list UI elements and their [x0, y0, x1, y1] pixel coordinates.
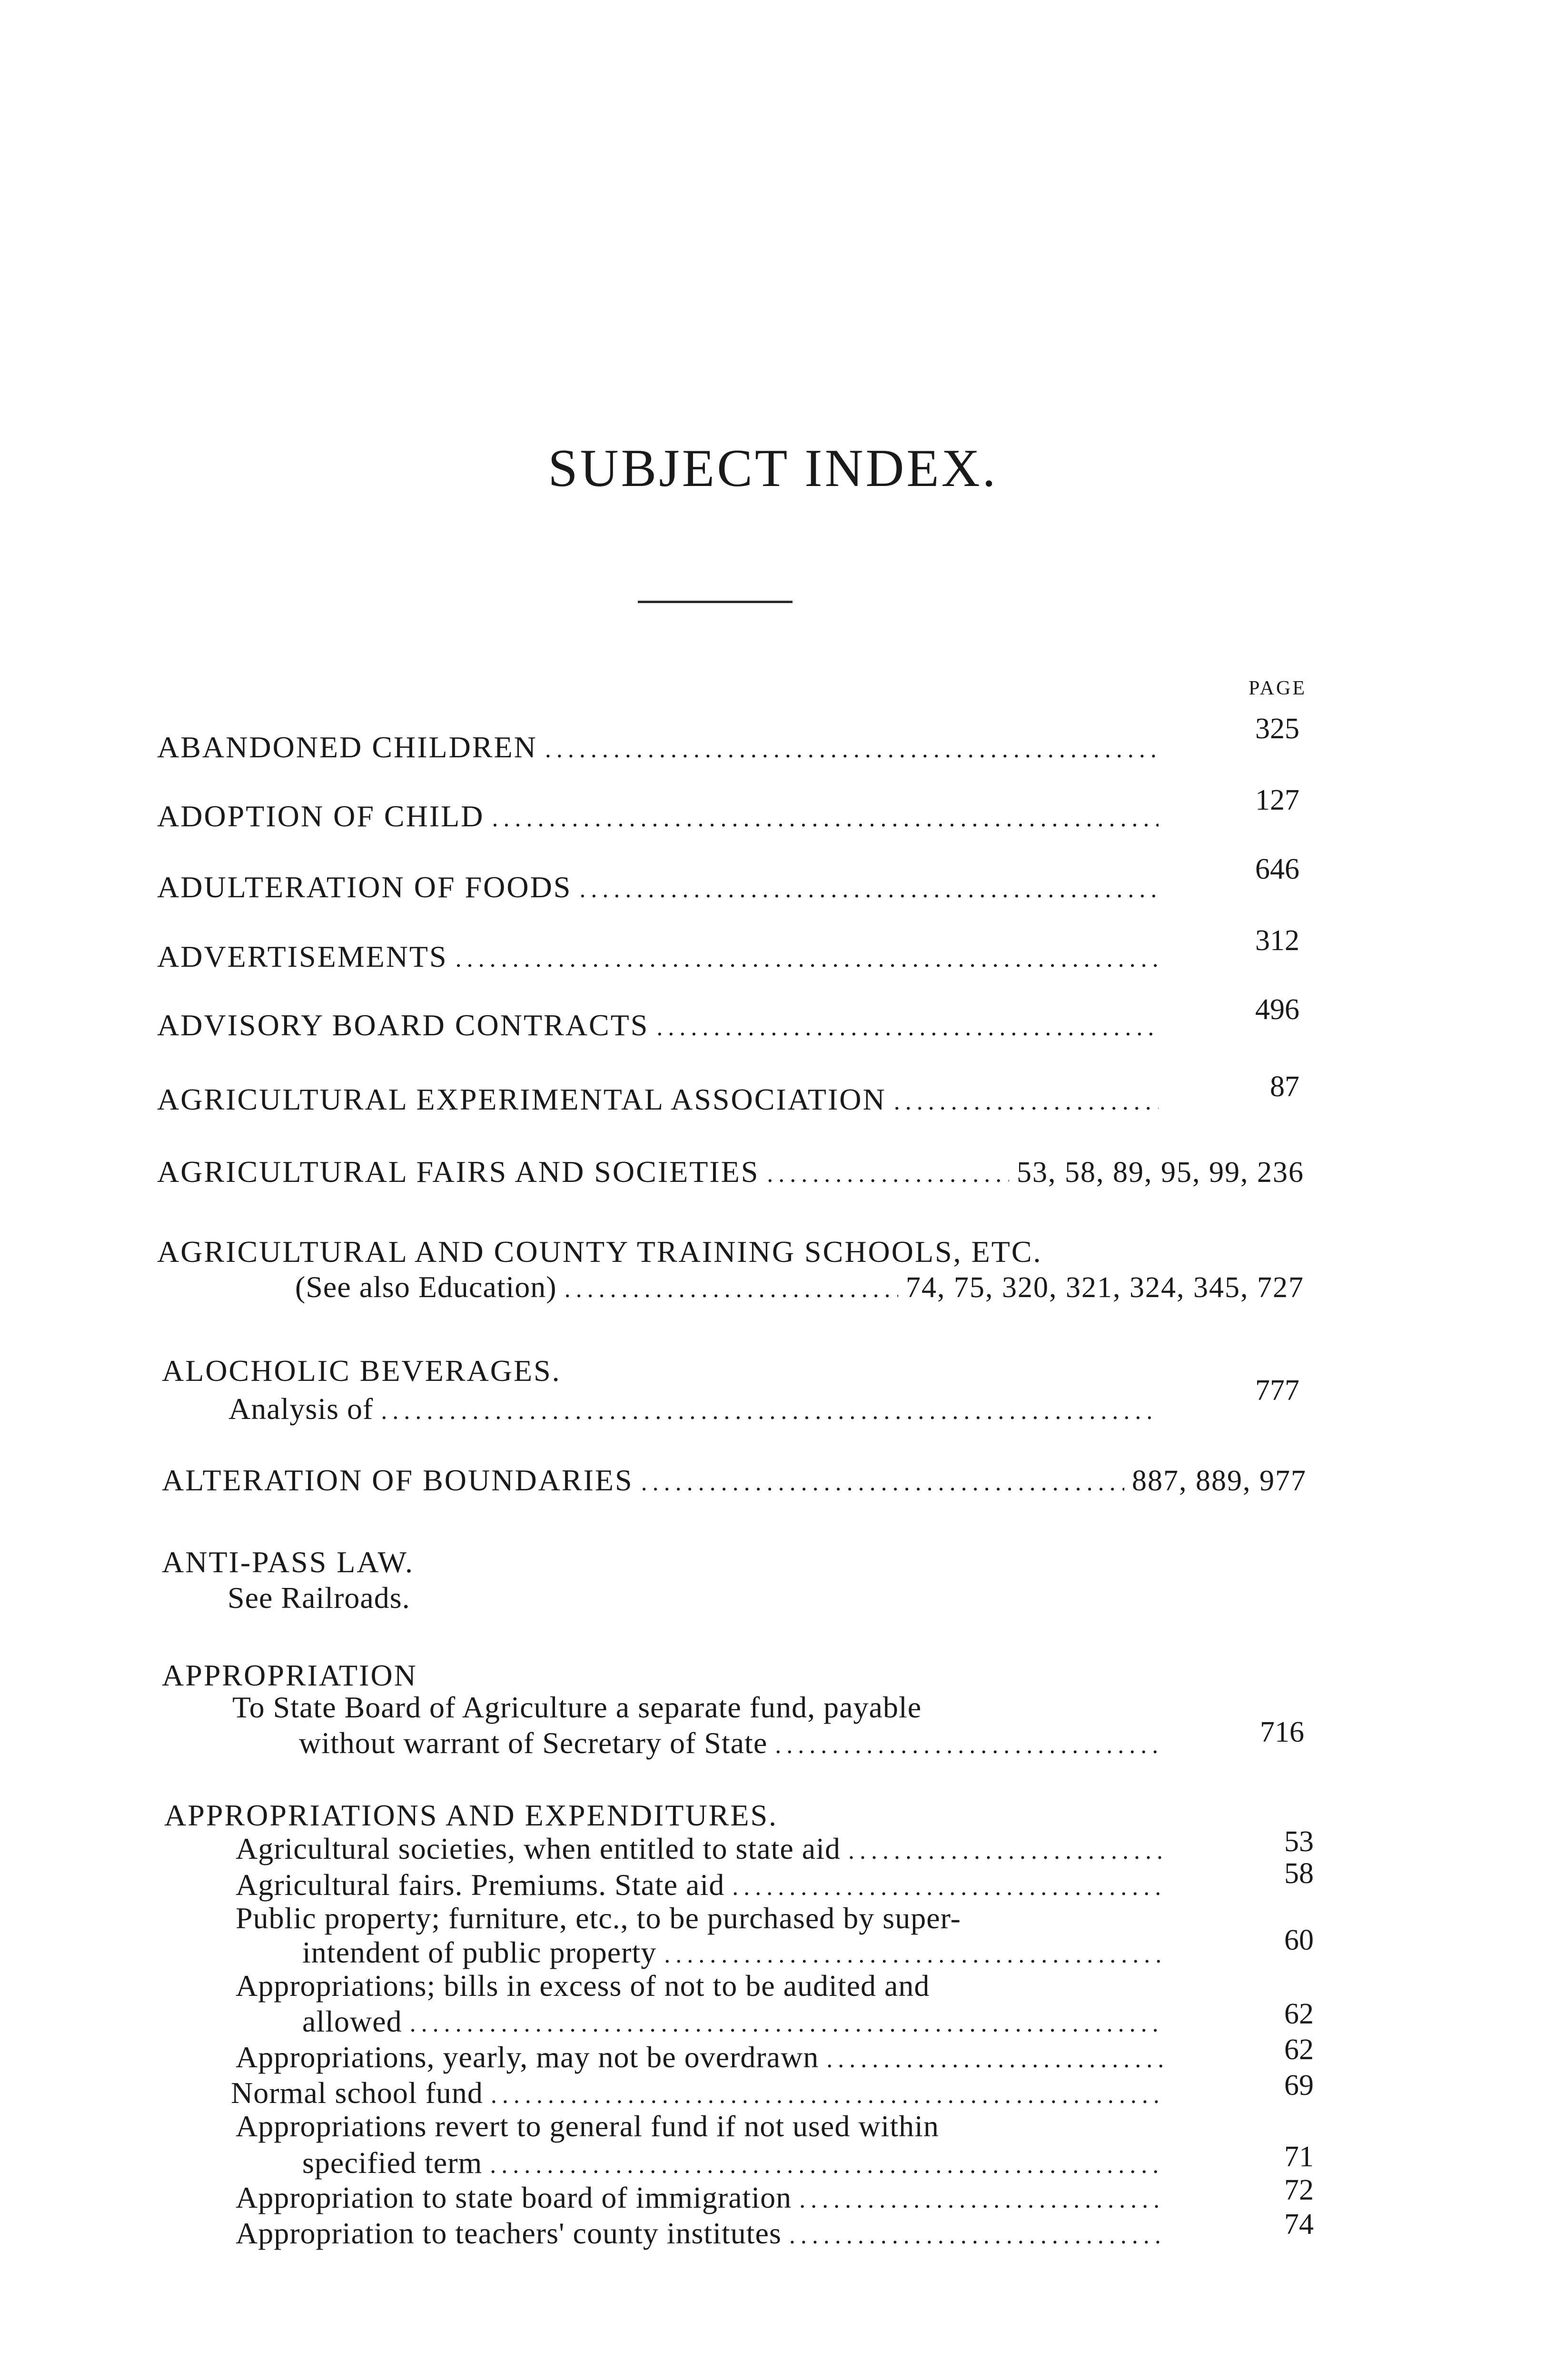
index-entry-alteration-of-boundaries: [162, 1465, 1307, 1496]
entry-label: ADULTERATION OF FOODS: [157, 870, 572, 904]
index-entry-adulteration-of-foods: [157, 872, 1166, 902]
entry-page: 60: [1284, 1924, 1314, 1956]
entry-pages: 53, 58, 89, 95, 99, 236: [1017, 1156, 1304, 1189]
entry-page: 646: [1255, 853, 1299, 885]
subentry-label: Agricultural societies, when entitled to state aid: [236, 1832, 841, 1865]
subentry-label: (See also Education): [295, 1270, 557, 1304]
index-entry-adoption-of-child: [157, 801, 1166, 832]
entry-pages: 887, 889, 977: [1132, 1465, 1307, 1497]
index-subentry-line: Appropriations revert to general fund if not used within: [236, 2109, 939, 2143]
index-subentry: [295, 1272, 1304, 1302]
index-subentry-line: Appropriations; bills in excess of not to be audited and: [236, 1969, 930, 2003]
entry-label: ADVISORY BOARD CONTRACTS: [157, 1008, 649, 1042]
dot-leader: [848, 1839, 1163, 1864]
entry-page: 62: [1284, 2033, 1314, 2066]
dot-leader: [545, 737, 1159, 762]
dot-leader: [767, 1162, 1009, 1187]
subentry-label: Analysis of: [228, 1392, 374, 1426]
subentry-label: Normal school fund: [231, 2076, 483, 2110]
index-entry-abandoned-children: [157, 732, 1166, 763]
subentry-label: intendent of public property: [302, 1935, 657, 1969]
entry-page: 312: [1255, 924, 1299, 957]
entry-label: AGRICULTURAL EXPERIMENTAL ASSOCIATION: [157, 1082, 886, 1116]
index-subentry: [236, 2218, 1171, 2249]
index-entry-advisory-board-contracts: [157, 1010, 1166, 1041]
entry-label: ALTERATION OF BOUNDARIES: [162, 1463, 634, 1497]
entry-page: 71: [1284, 2141, 1314, 2173]
entry-page: 325: [1255, 713, 1299, 745]
entry-page: 53: [1284, 1825, 1314, 1858]
entry-label: ADVERTISEMENTS: [157, 940, 448, 973]
dot-leader: [492, 806, 1159, 831]
dot-leader: [490, 2153, 1163, 2178]
index-entry-heading: ANTI-PASS LAW.: [162, 1545, 414, 1579]
subentry-label: Appropriation to teachers' county institutes: [236, 2216, 782, 2250]
entry-page: 127: [1255, 784, 1299, 816]
index-subentry: [236, 2042, 1171, 2073]
index-subentry: [236, 1834, 1171, 1864]
entry-page: 62: [1284, 1998, 1314, 2030]
index-subentry-see: See Railroads.: [228, 1581, 410, 1615]
dot-leader: [491, 2083, 1163, 2108]
dot-leader: [656, 1015, 1159, 1040]
index-subentry: [302, 1937, 1171, 1968]
title-rule: [638, 601, 793, 603]
index-subentry: [236, 2182, 1171, 2213]
entry-label: ABANDONED CHILDREN: [157, 730, 537, 764]
dot-leader: [664, 1943, 1163, 1967]
dot-leader: [789, 2223, 1163, 2248]
entry-page: 74: [1284, 2208, 1314, 2241]
subentry-label: Agricultural fairs. Premiums. State aid: [236, 1868, 725, 1902]
subentry-label: Appropriation to state board of immigration: [236, 2181, 792, 2214]
dot-leader: [775, 1733, 1159, 1758]
dot-leader: [410, 2012, 1163, 2036]
entry-page: 87: [1270, 1071, 1299, 1103]
dot-leader: [826, 2047, 1163, 2072]
dot-leader: [641, 1470, 1124, 1495]
index-entry-advertisements: [157, 942, 1166, 972]
entry-page: 58: [1284, 1857, 1314, 1890]
entry-page: 716: [1260, 1716, 1304, 1748]
index-subentry: [299, 1728, 1166, 1758]
index-entry-heading: ALOCHOLIC BEVERAGES.: [162, 1354, 561, 1388]
entry-label: ADOPTION OF CHILD: [157, 799, 485, 833]
subentry-label: allowed: [302, 2004, 402, 2038]
entry-page: 496: [1255, 993, 1299, 1026]
dot-leader: [579, 877, 1159, 902]
entry-page: 777: [1255, 1374, 1299, 1407]
page-title: SUBJECT INDEX.: [548, 439, 998, 498]
dot-leader: [799, 2188, 1163, 2212]
entry-page: 69: [1284, 2069, 1314, 2102]
dot-leader: [381, 1399, 1159, 1424]
entry-page: 72: [1284, 2174, 1314, 2206]
dot-leader: [894, 1090, 1159, 1114]
subentry-label: without warrant of Secretary of State: [299, 1726, 768, 1760]
dot-leader: [565, 1277, 898, 1302]
index-subentry: [302, 2006, 1171, 2037]
dot-leader: [456, 947, 1159, 972]
index-subentry-line: Public property; furniture, etc., to be purchased by super-: [236, 1901, 961, 1935]
entry-label: AGRICULTURAL FAIRS AND SOCIETIES: [157, 1155, 760, 1189]
index-entry-agricultural-experimental-association: [157, 1084, 1166, 1115]
subentry-label: specified term: [302, 2146, 483, 2180]
index-entry-heading: APPROPRIATIONS AND EXPENDITURES.: [164, 1798, 778, 1832]
index-entry-agricultural-fairs-and-societies: [157, 1157, 1304, 1187]
index-subentry: [228, 1394, 1166, 1424]
index-subentry: [231, 2078, 1171, 2108]
index-subentry: [302, 2148, 1171, 2178]
index-subentry: [236, 1870, 1171, 1900]
entry-pages: 74, 75, 320, 321, 324, 345, 727: [906, 1271, 1304, 1304]
page-column-header: PAGE: [1249, 677, 1307, 699]
index-entry-heading: AGRICULTURAL AND COUNTY TRAINING SCHOOLS, ETC.: [157, 1235, 1042, 1269]
subentry-label: Appropriations, yearly, may not be overdrawn: [236, 2040, 819, 2074]
index-entry-heading: APPROPRIATION: [162, 1658, 417, 1692]
index-subentry-line: To State Board of Agriculture a separate fund, payable: [232, 1690, 922, 1724]
dot-leader: [732, 1875, 1163, 1900]
